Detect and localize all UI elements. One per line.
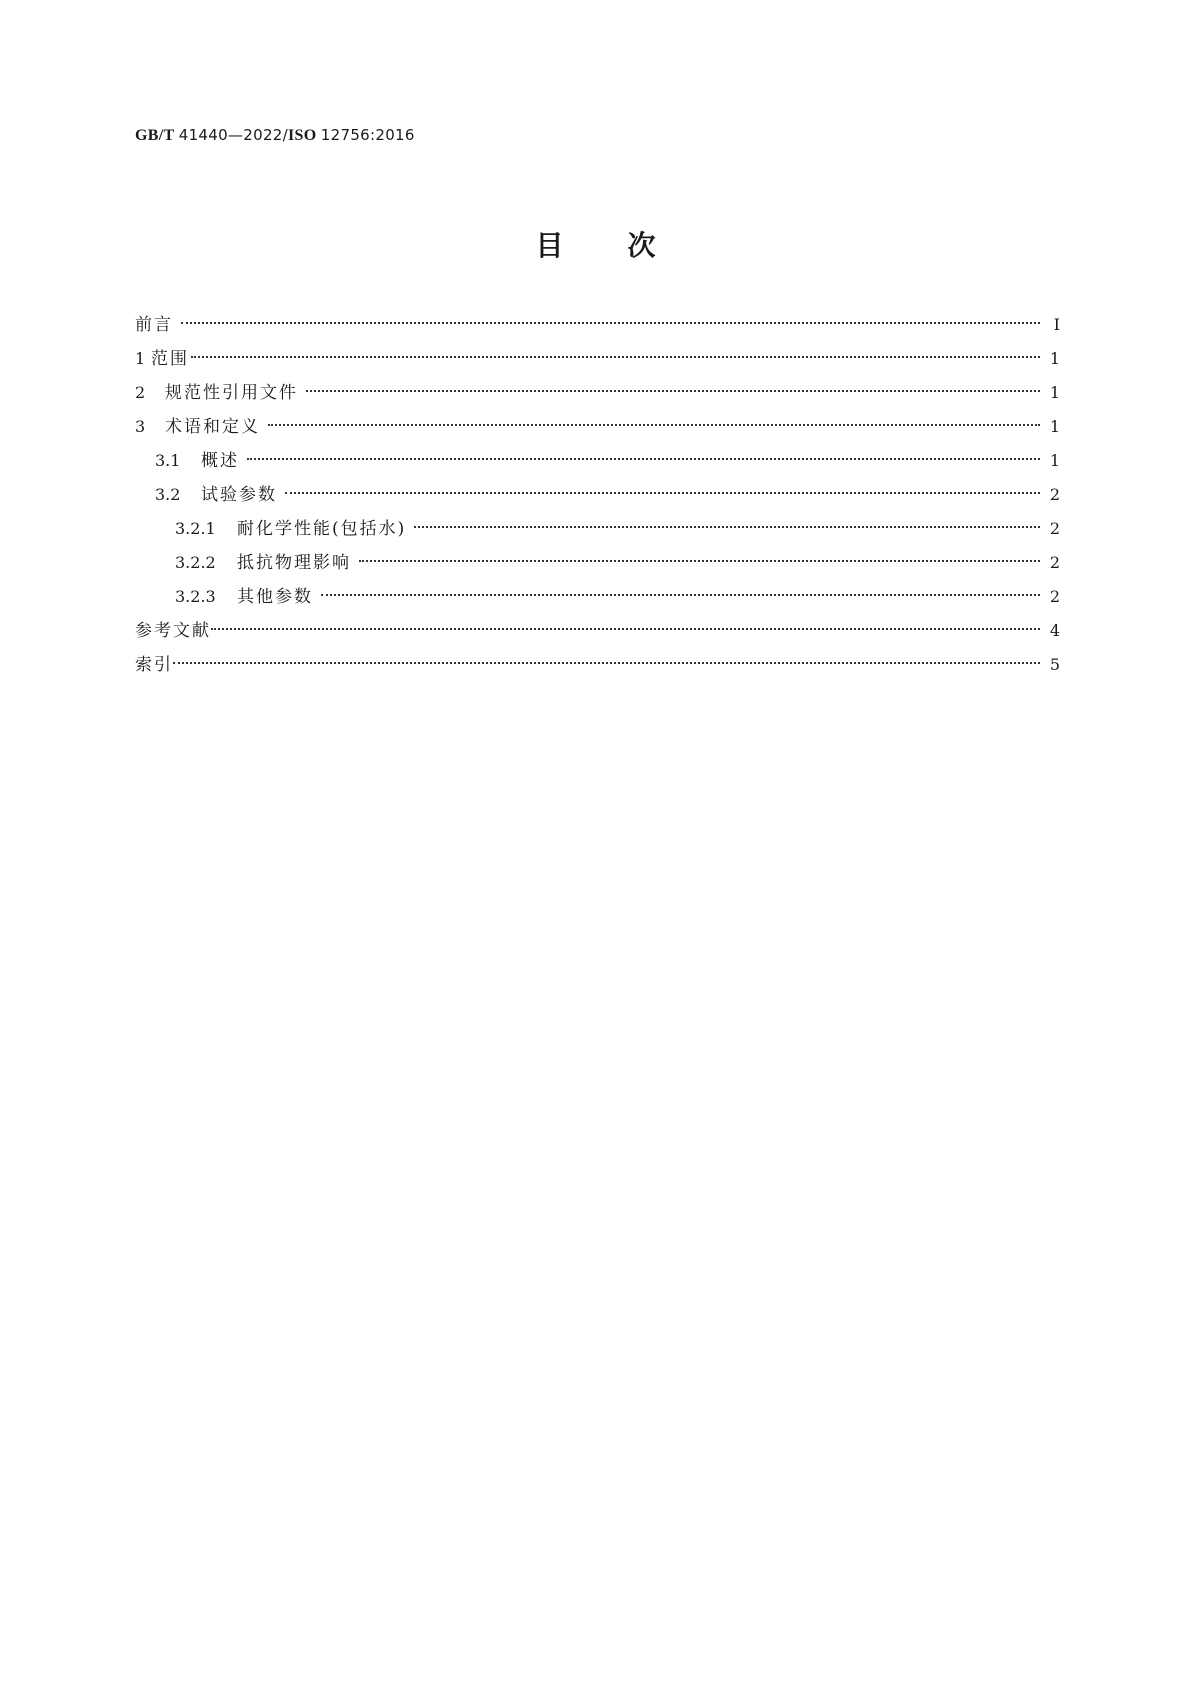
title-char-2: 次: [627, 229, 656, 262]
toc-page: 1: [1049, 383, 1060, 402]
standard-prefix: GB/T: [135, 127, 175, 144]
iso-prefix: ISO: [288, 127, 317, 144]
toc-label: 抵抗物理影响: [237, 553, 351, 573]
toc-page: 2: [1049, 553, 1060, 572]
standard-number: 41440—2022/: [178, 126, 288, 144]
toc-label: 试验参数: [201, 485, 277, 505]
toc-label: 耐化学性能(包括水): [237, 519, 407, 539]
title-char-1: 目: [535, 229, 564, 262]
toc-entry-normative-references[interactable]: [135, 374, 1060, 403]
toc-entry-terms-definitions[interactable]: [135, 408, 1060, 437]
iso-number: 12756:2016: [320, 126, 415, 144]
toc-leader: [306, 374, 1040, 398]
toc-entry-index[interactable]: [135, 646, 1060, 675]
toc-label: 索引: [135, 655, 173, 675]
toc-page: 1: [1049, 451, 1060, 470]
toc-number: 3.2.1: [175, 519, 216, 538]
toc-label: 术语和定义: [165, 417, 260, 437]
toc-entry-bibliography[interactable]: [135, 612, 1060, 641]
toc-entry-general[interactable]: [155, 442, 1060, 471]
toc-label: 其他参数: [237, 587, 313, 607]
toc-leader: [173, 646, 1040, 670]
toc-entry-scope[interactable]: [135, 340, 1060, 369]
toc-label: 前言: [135, 315, 173, 335]
toc-number: 1: [135, 349, 146, 368]
toc-label: 参考文献: [135, 621, 211, 641]
toc-leader: [321, 578, 1040, 602]
toc-page: 2: [1049, 587, 1060, 606]
toc-entry-chemical-resistance[interactable]: [175, 510, 1060, 539]
toc-entry-physical-resistance[interactable]: [175, 544, 1060, 573]
toc-page: 1: [1049, 349, 1060, 368]
toc-label: 范围: [151, 349, 189, 369]
toc-leader: [191, 340, 1040, 364]
toc-number: 3.2.2: [175, 553, 216, 572]
page-title: [0, 224, 1191, 264]
toc-entry-other-parameters[interactable]: [175, 578, 1060, 607]
document-header: [135, 126, 415, 145]
toc-leader: [359, 544, 1040, 568]
toc-number: 2: [135, 383, 146, 402]
toc-entry-test-parameters[interactable]: [155, 476, 1060, 505]
toc-page: 4: [1049, 621, 1060, 640]
toc-page: Ⅰ: [1053, 315, 1060, 334]
toc-number: 3.2: [155, 485, 181, 504]
toc-label: 规范性引用文件: [165, 383, 298, 403]
toc-page: 1: [1049, 417, 1060, 436]
toc-leader: [211, 612, 1040, 636]
toc-leader: [247, 442, 1040, 466]
toc-entry-foreword[interactable]: [135, 306, 1060, 335]
toc-leader: [285, 476, 1040, 500]
toc-page: 5: [1049, 655, 1060, 674]
toc-number: 3: [135, 417, 146, 436]
toc-label: 概述: [201, 451, 239, 471]
toc-page: 2: [1049, 485, 1060, 504]
toc-number: 3.2.3: [175, 587, 216, 606]
toc-number: 3.1: [155, 451, 181, 470]
toc-page: 2: [1049, 519, 1060, 538]
toc-leader: [414, 510, 1040, 534]
toc-leader: [268, 408, 1040, 432]
toc-leader: [181, 306, 1040, 330]
